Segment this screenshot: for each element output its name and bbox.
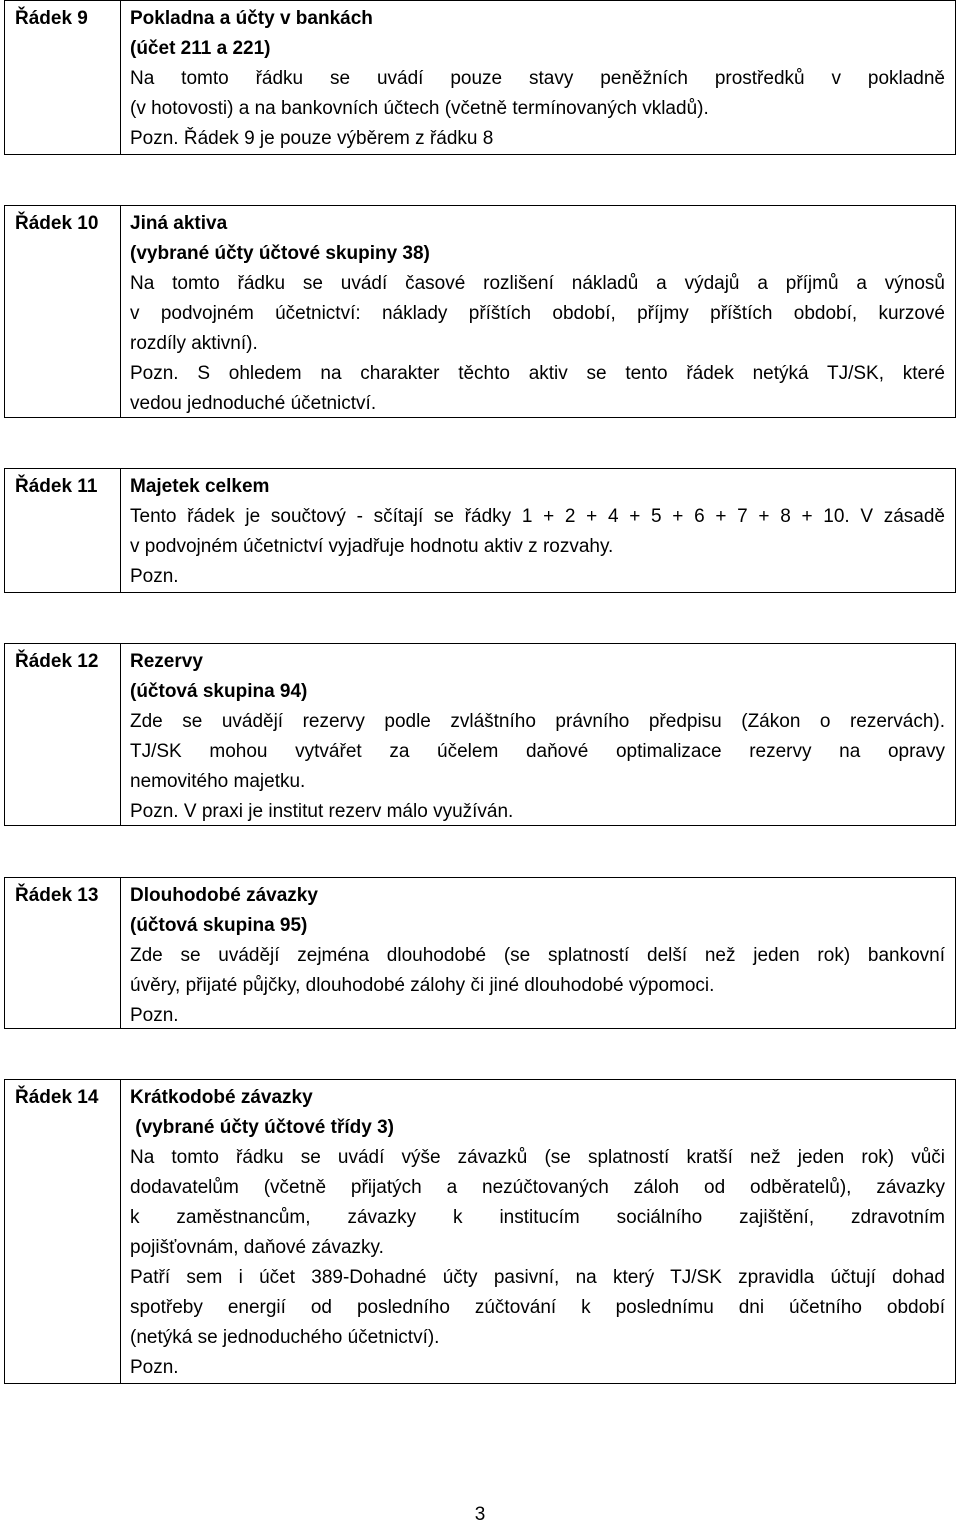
row-text-line: Pozn. V praxi je institut rezerv málo využíván. [130,801,514,822]
row-text-line: v podvojném účetnictví: náklady příštích období, příjmy příštích období, kurzové [130,303,945,324]
row-text-line: nemovitého majetku. [130,771,306,792]
row-title: Dlouhodobé závazky [130,885,318,906]
row-text-line: rozdíly aktivní). [130,333,258,354]
row-title: Pokladna a účty v bankách [130,8,373,29]
row-label: Řádek 13 [5,878,121,1028]
row-text-line: Tento řádek je součtový - sčítají se řádky 1 + 2 + 4 + 5 + 6 + 7 + 8 + 10. V zásadě [130,506,945,527]
row-text-line: pojišťovnám, daňové závazky. [130,1237,384,1258]
row-text-line: úvěry, přijaté půjčky, dlouhodobé zálohy či jiné dlouhodobé výpomoci. [130,975,715,996]
row-body [121,644,955,825]
row-title: Jiná aktiva [130,213,228,234]
row-subtitle: (účtová skupina 94) [130,681,308,702]
table-row [4,643,956,826]
row-text-line: Pozn. [130,1005,179,1026]
row-text-line: TJ/SK mohou vytvářet za účelem daňové optimalizace rezervy na opravy [130,741,945,762]
row-text-line: Na tomto řádku se uvádí výše závazků (se splatností kratší než jeden rok) vůči [130,1147,945,1168]
page-number: 3 [474,1504,486,1525]
row-label: Řádek 11 [5,469,121,592]
row-text-line: k zaměstnancům, závazky k institucím sociálního zajištění, zdravotním [130,1207,945,1228]
row-text-line: spotřeby energií od posledního zúčtování k poslednímu dni účetního období [130,1297,945,1318]
row-title: Majetek celkem [130,476,270,497]
row-label: Řádek 10 [5,206,121,417]
row-text-line: (v hotovosti) a na bankovních účtech (včetně termínovaných vkladů). [130,98,709,119]
row-subtitle: (vybrané účty účtové skupiny 38) [130,243,430,264]
table-row [4,468,956,593]
row-text-line: Zde se uvádějí rezervy podle zvláštního právního předpisu (Zákon o rezervách). [130,711,945,732]
row-body [121,206,955,417]
row-subtitle: (účtová skupina 95) [130,915,308,936]
row-text-line: dodavatelům (včetně přijatých a nezúčtovaných záloh od odběratelů), závazky [130,1177,945,1198]
table-row [4,205,956,418]
row-text-line: v podvojném účetnictví vyjadřuje hodnotu aktiv z rozvahy. [130,536,614,557]
row-text-line: Zde se uvádějí zejména dlouhodobé (se splatností delší než jeden rok) bankovní [130,945,945,966]
row-text-line: Na tomto řádku se uvádí pouze stavy peněžních prostředků v pokladně [130,68,945,89]
row-text-line: Na tomto řádku se uvádí časové rozlišení nákladů a výdajů a příjmů a výnosů [130,273,945,294]
row-label: Řádek 9 [5,1,121,154]
table-row [4,0,956,155]
row-label: Řádek 12 [5,644,121,825]
row-title: Rezervy [130,651,203,672]
row-label: Řádek 14 [5,1080,121,1383]
row-body [121,469,955,592]
row-text-line: vedou jednoduché účetnictví. [130,393,377,414]
table-row [4,877,956,1029]
row-text-line: Pozn. [130,1357,179,1378]
row-subtitle: (účet 211 a 221) [130,38,271,59]
row-text-line: Pozn. S ohledem na charakter těchto aktiv se tento řádek netýká TJ/SK, které [130,363,945,384]
row-subtitle: (vybrané účty účtové třídy 3) [130,1117,394,1138]
row-body [121,1,955,154]
row-text-line: Patří sem i účet 389-Dohadné účty pasivní, na který TJ/SK zpravidla účtují dohad [130,1267,945,1288]
row-body [121,878,955,1028]
table-row [4,1079,956,1384]
row-text-line: Pozn. [130,566,179,587]
row-body [121,1080,955,1383]
row-title: Krátkodobé závazky [130,1087,313,1108]
row-text-line: (netýká se jednoduchého účetnictví). [130,1327,440,1348]
row-text-line: Pozn. Řádek 9 je pouze výběrem z řádku 8 [130,128,494,149]
